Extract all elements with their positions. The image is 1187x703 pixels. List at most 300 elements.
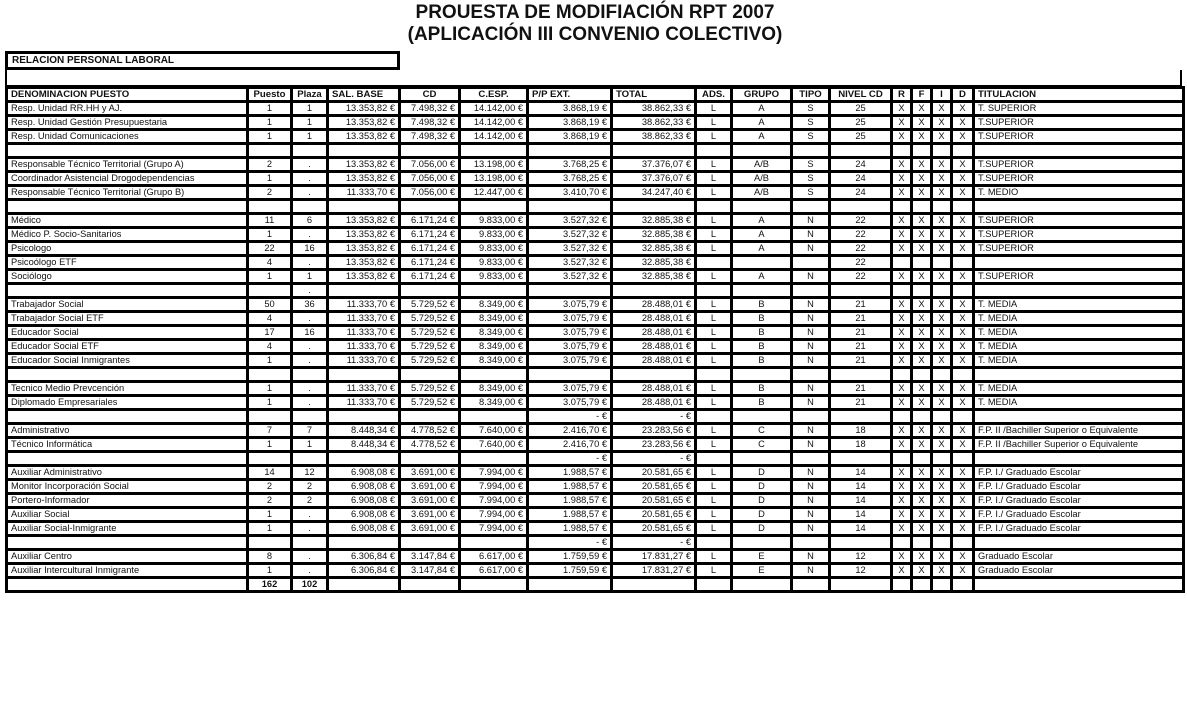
cell-i: X (932, 508, 952, 522)
cell-r: X (892, 186, 912, 200)
cell-sal-base: 11.333,70 € (328, 298, 400, 312)
cell-f (912, 256, 932, 270)
table-row (7, 466, 1184, 480)
cell-pp-ext: - € (528, 536, 612, 550)
cell-cd: 3.691,00 € (400, 480, 460, 494)
cell-puesto: 22 (248, 242, 292, 256)
cell-ads (696, 368, 732, 382)
cell-pp-ext: 3.075,79 € (528, 312, 612, 326)
cell-r: X (892, 116, 912, 130)
cell-f: X (912, 298, 932, 312)
cell-puesto: 50 (248, 298, 292, 312)
cell-puesto: 17 (248, 326, 292, 340)
cell-nivel-cd: 22 (830, 214, 892, 228)
cell-nivel-cd: 14 (830, 522, 892, 536)
cell-grupo: D (732, 508, 792, 522)
cell-nivel-cd: 18 (830, 424, 892, 438)
cell-tipo: N (792, 326, 830, 340)
table-row (7, 550, 1184, 564)
cell-d (952, 144, 974, 158)
cell-titulacion (974, 256, 1184, 270)
cell-i: X (932, 494, 952, 508)
cell-pp-ext (528, 578, 612, 592)
cell-denominacion (7, 200, 248, 214)
cell-f: X (912, 242, 932, 256)
cell-ads: L (696, 214, 732, 228)
cell-i: X (932, 102, 952, 116)
cell-c-esp: 8.349,00 € (460, 340, 528, 354)
cell-plaza: 1 (292, 130, 328, 144)
cell-total (612, 368, 696, 382)
cell-ads: L (696, 508, 732, 522)
cell-c-esp: 8.349,00 € (460, 312, 528, 326)
cell-sal-base: 6.306,84 € (328, 564, 400, 578)
cell-tipo: N (792, 270, 830, 284)
cell-grupo (732, 368, 792, 382)
cell-cd: 3.691,00 € (400, 466, 460, 480)
cell-grupo (732, 536, 792, 550)
cell-sal-base: 13.353,82 € (328, 228, 400, 242)
cell-c-esp: 7.994,00 € (460, 480, 528, 494)
cell-c-esp: 13.198,00 € (460, 158, 528, 172)
cell-r: X (892, 130, 912, 144)
cell-nivel-cd: NIVEL CD (830, 88, 892, 102)
table-row (7, 480, 1184, 494)
cell-nivel-cd: 22 (830, 270, 892, 284)
cell-denominacion (7, 368, 248, 382)
cell-denominacion: Auxiliar Social-Inmigrante (7, 522, 248, 536)
cell-total: 23.283,56 € (612, 424, 696, 438)
cell-plaza: . (292, 508, 328, 522)
cell-grupo: A (732, 242, 792, 256)
cell-d (952, 200, 974, 214)
cell-plaza: 2 (292, 494, 328, 508)
cell-cd: 5.729,52 € (400, 312, 460, 326)
cell-titulacion: T. MEDIA (974, 298, 1184, 312)
cell-plaza: . (292, 382, 328, 396)
cell-titulacion: T.SUPERIOR (974, 116, 1184, 130)
cell-i (932, 410, 952, 424)
cell-d: X (952, 326, 974, 340)
cell-d: X (952, 396, 974, 410)
cell-tipo (792, 256, 830, 270)
cell-sal-base: 13.353,82 € (328, 102, 400, 116)
cell-tipo: N (792, 242, 830, 256)
cell-nivel-cd: 25 (830, 116, 892, 130)
title-line-1: PROUESTA DE MODIFIACIÓN RPT 2007 (415, 2, 775, 23)
cell-plaza: 16 (292, 326, 328, 340)
cell-ads: L (696, 522, 732, 536)
cell-denominacion: Médico (7, 214, 248, 228)
table-row (7, 130, 1184, 144)
cell-total: 28.488,01 € (612, 312, 696, 326)
cell-f (912, 144, 932, 158)
cell-sal-base: 11.333,70 € (328, 326, 400, 340)
cell-c-esp: 8.349,00 € (460, 396, 528, 410)
cell-i (932, 452, 952, 466)
cell-nivel-cd: 14 (830, 494, 892, 508)
table-row (7, 452, 1184, 466)
cell-puesto (248, 284, 292, 298)
cell-f (912, 410, 932, 424)
cell-denominacion: Psicologo (7, 242, 248, 256)
cell-plaza: . (292, 340, 328, 354)
cell-pp-ext: 1.759,59 € (528, 564, 612, 578)
cell-titulacion: Graduado Escolar (974, 550, 1184, 564)
cell-c-esp (460, 578, 528, 592)
personnel-table (5, 86, 1185, 593)
cell-plaza: 1 (292, 102, 328, 116)
cell-total: 23.283,56 € (612, 438, 696, 452)
cell-cd: 5.729,52 € (400, 396, 460, 410)
cell-sal-base: SAL. BASE (328, 88, 400, 102)
cell-total: 28.488,01 € (612, 298, 696, 312)
cell-titulacion (974, 452, 1184, 466)
cell-ads: L (696, 228, 732, 242)
cell-nivel-cd (830, 200, 892, 214)
cell-f: X (912, 522, 932, 536)
cell-sal-base (328, 200, 400, 214)
cell-total: 28.488,01 € (612, 340, 696, 354)
cell-f: X (912, 102, 932, 116)
cell-i: X (932, 312, 952, 326)
cell-plaza: . (292, 172, 328, 186)
cell-titulacion: T.SUPERIOR (974, 270, 1184, 284)
cell-denominacion (7, 578, 248, 592)
cell-sal-base: 11.333,70 € (328, 382, 400, 396)
cell-ads (696, 452, 732, 466)
cell-d: X (952, 424, 974, 438)
cell-cd: 6.171,24 € (400, 214, 460, 228)
cell-grupo: E (732, 564, 792, 578)
table-row (7, 102, 1184, 116)
cell-d: X (952, 480, 974, 494)
cell-tipo: S (792, 116, 830, 130)
cell-titulacion: F.P. II /Bachiller Superior o Equivalente (974, 424, 1184, 438)
cell-cd: 3.147,84 € (400, 550, 460, 564)
cell-titulacion: T. MEDIA (974, 354, 1184, 368)
cell-d: X (952, 466, 974, 480)
cell-puesto: 2 (248, 158, 292, 172)
cell-c-esp (460, 368, 528, 382)
cell-sal-base: 13.353,82 € (328, 214, 400, 228)
cell-puesto: 8 (248, 550, 292, 564)
cell-nivel-cd: 14 (830, 480, 892, 494)
cell-cd: 7.498,32 € (400, 102, 460, 116)
cell-d: X (952, 508, 974, 522)
cell-titulacion: T.SUPERIOR (974, 158, 1184, 172)
cell-i (932, 536, 952, 550)
cell-grupo (732, 256, 792, 270)
cell-plaza: 7 (292, 424, 328, 438)
cell-c-esp: 7.994,00 € (460, 508, 528, 522)
cell-titulacion (974, 536, 1184, 550)
cell-cd: 6.171,24 € (400, 256, 460, 270)
cell-c-esp: 8.349,00 € (460, 382, 528, 396)
cell-i: X (932, 130, 952, 144)
totals-row (7, 578, 1184, 592)
cell-cd (400, 452, 460, 466)
header-row (7, 88, 1184, 102)
cell-i (932, 256, 952, 270)
table-row (7, 256, 1184, 270)
cell-sal-base: 6.908,08 € (328, 522, 400, 536)
cell-f (912, 368, 932, 382)
cell-tipo: N (792, 508, 830, 522)
cell-tipo: N (792, 396, 830, 410)
cell-plaza: . (292, 256, 328, 270)
cell-i: I (932, 88, 952, 102)
cell-pp-ext (528, 368, 612, 382)
cell-total: 17.831,27 € (612, 550, 696, 564)
cell-pp-ext: 3.527,32 € (528, 214, 612, 228)
cell-sal-base (328, 578, 400, 592)
cell-sal-base: 11.333,70 € (328, 312, 400, 326)
cell-total: 32.885,38 € (612, 270, 696, 284)
cell-titulacion: T.SUPERIOR (974, 228, 1184, 242)
cell-nivel-cd: 21 (830, 396, 892, 410)
cell-nivel-cd: 21 (830, 340, 892, 354)
cell-tipo (792, 536, 830, 550)
cell-cd: 7.498,32 € (400, 116, 460, 130)
cell-sal-base: 6.908,08 € (328, 480, 400, 494)
cell-grupo: C (732, 424, 792, 438)
cell-plaza: 102 (292, 578, 328, 592)
cell-nivel-cd: 12 (830, 550, 892, 564)
cell-nivel-cd (830, 410, 892, 424)
cell-cd: CD (400, 88, 460, 102)
cell-d (952, 368, 974, 382)
cell-titulacion: T. MEDIA (974, 312, 1184, 326)
cell-pp-ext (528, 200, 612, 214)
cell-cd: 5.729,52 € (400, 354, 460, 368)
cell-r: X (892, 480, 912, 494)
cell-nivel-cd: 21 (830, 326, 892, 340)
cell-puesto: 1 (248, 228, 292, 242)
cell-d (952, 284, 974, 298)
cell-d: X (952, 130, 974, 144)
cell-grupo: A (732, 102, 792, 116)
cell-total (612, 200, 696, 214)
cell-grupo: A (732, 214, 792, 228)
cell-plaza: 1 (292, 438, 328, 452)
cell-pp-ext: 1.988,57 € (528, 480, 612, 494)
cell-d: X (952, 438, 974, 452)
cell-cd: 4.778,52 € (400, 424, 460, 438)
cell-plaza: . (292, 396, 328, 410)
cell-c-esp: 9.833,00 € (460, 242, 528, 256)
cell-d (952, 410, 974, 424)
cell-titulacion (974, 200, 1184, 214)
cell-tipo: N (792, 312, 830, 326)
cell-f: X (912, 214, 932, 228)
cell-ads: L (696, 186, 732, 200)
cell-pp-ext: 3.527,32 € (528, 242, 612, 256)
cell-grupo: D (732, 466, 792, 480)
cell-c-esp: 14.142,00 € (460, 130, 528, 144)
cell-tipo: N (792, 466, 830, 480)
cell-r: X (892, 158, 912, 172)
cell-d: X (952, 270, 974, 284)
cell-r (892, 410, 912, 424)
cell-c-esp (460, 284, 528, 298)
cell-ads: L (696, 550, 732, 564)
cell-nivel-cd: 12 (830, 564, 892, 578)
cell-sal-base: 11.333,70 € (328, 354, 400, 368)
cell-d (952, 256, 974, 270)
cell-grupo (732, 200, 792, 214)
table-row (7, 298, 1184, 312)
cell-denominacion: Administrativo (7, 424, 248, 438)
cell-d: X (952, 186, 974, 200)
cell-f: X (912, 270, 932, 284)
table-row (7, 564, 1184, 578)
cell-puesto: 162 (248, 578, 292, 592)
cell-tipo: S (792, 158, 830, 172)
cell-tipo: N (792, 438, 830, 452)
cell-total: 32.885,38 € (612, 228, 696, 242)
cell-d: X (952, 522, 974, 536)
cell-f: X (912, 564, 932, 578)
cell-f (912, 284, 932, 298)
cell-denominacion: Responsable Técnico Territorial (Grupo B) (7, 186, 248, 200)
cell-puesto: 2 (248, 480, 292, 494)
cell-tipo: N (792, 424, 830, 438)
cell-d: X (952, 116, 974, 130)
table-row (7, 522, 1184, 536)
cell-r (892, 144, 912, 158)
cell-grupo (732, 410, 792, 424)
cell-grupo (732, 578, 792, 592)
cell-denominacion: Portero-Informador (7, 494, 248, 508)
cell-cd: 6.171,24 € (400, 228, 460, 242)
cell-plaza: 1 (292, 116, 328, 130)
cell-total: 34.247,40 € (612, 186, 696, 200)
cell-r: X (892, 396, 912, 410)
cell-nivel-cd (830, 452, 892, 466)
cell-sal-base: 6.908,08 € (328, 494, 400, 508)
cell-c-esp: 8.349,00 € (460, 354, 528, 368)
cell-d: X (952, 382, 974, 396)
cell-d: X (952, 172, 974, 186)
cell-grupo: D (732, 522, 792, 536)
cell-sal-base: 13.353,82 € (328, 270, 400, 284)
cell-grupo: A (732, 116, 792, 130)
cell-f: X (912, 326, 932, 340)
cell-sal-base: 13.353,82 € (328, 172, 400, 186)
cell-grupo: A/B (732, 172, 792, 186)
cell-pp-ext: 2.416,70 € (528, 438, 612, 452)
table-row (7, 270, 1184, 284)
cell-i: X (932, 116, 952, 130)
cell-titulacion: F.P. I./ Graduado Escolar (974, 522, 1184, 536)
cell-cd: 7.056,00 € (400, 172, 460, 186)
cell-i: X (932, 396, 952, 410)
cell-titulacion: Graduado Escolar (974, 564, 1184, 578)
cell-pp-ext: 3.527,32 € (528, 256, 612, 270)
cell-f: X (912, 340, 932, 354)
table-row (7, 410, 1184, 424)
table-row (7, 382, 1184, 396)
cell-cd: 7.056,00 € (400, 186, 460, 200)
cell-d (952, 536, 974, 550)
cell-pp-ext: 1.988,57 € (528, 466, 612, 480)
cell-denominacion: Educador Social (7, 326, 248, 340)
cell-total: 38.862,33 € (612, 130, 696, 144)
cell-cd: 3.691,00 € (400, 508, 460, 522)
cell-puesto (248, 368, 292, 382)
cell-r (892, 536, 912, 550)
cell-nivel-cd (830, 536, 892, 550)
cell-total: 28.488,01 € (612, 382, 696, 396)
cell-cd: 6.171,24 € (400, 270, 460, 284)
cell-grupo: B (732, 354, 792, 368)
cell-nivel-cd: 21 (830, 354, 892, 368)
cell-nivel-cd: 21 (830, 382, 892, 396)
cell-total: 32.885,38 € (612, 256, 696, 270)
cell-titulacion: T. MEDIA (974, 326, 1184, 340)
cell-pp-ext: 3.868,19 € (528, 116, 612, 130)
cell-pp-ext: 3.410,70 € (528, 186, 612, 200)
cell-denominacion: Auxiliar Centro (7, 550, 248, 564)
cell-f (912, 578, 932, 592)
cell-titulacion: T.SUPERIOR (974, 214, 1184, 228)
cell-sal-base (328, 536, 400, 550)
cell-plaza: . (292, 228, 328, 242)
cell-ads: L (696, 396, 732, 410)
cell-plaza: . (292, 354, 328, 368)
cell-cd: 4.778,52 € (400, 438, 460, 452)
cell-total (612, 284, 696, 298)
cell-tipo: S (792, 102, 830, 116)
cell-pp-ext: 3.075,79 € (528, 326, 612, 340)
cell-total: 28.488,01 € (612, 326, 696, 340)
table-row (7, 494, 1184, 508)
cell-total: 37.376,07 € (612, 158, 696, 172)
cell-puesto (248, 200, 292, 214)
cell-c-esp: 7.994,00 € (460, 494, 528, 508)
cell-cd: 3.691,00 € (400, 494, 460, 508)
cell-pp-ext: 3.768,25 € (528, 158, 612, 172)
cell-i: X (932, 242, 952, 256)
cell-denominacion: Resp. Unidad RR.HH y AJ. (7, 102, 248, 116)
cell-ads: L (696, 158, 732, 172)
cell-nivel-cd: 24 (830, 172, 892, 186)
cell-puesto: 1 (248, 564, 292, 578)
cell-nivel-cd: 21 (830, 312, 892, 326)
cell-total: 37.376,07 € (612, 172, 696, 186)
cell-plaza (292, 536, 328, 550)
cell-cd (400, 144, 460, 158)
cell-grupo: A (732, 130, 792, 144)
cell-i: X (932, 466, 952, 480)
cell-puesto: 2 (248, 494, 292, 508)
cell-cd (400, 284, 460, 298)
cell-pp-ext (528, 144, 612, 158)
cell-total: 38.862,33 € (612, 102, 696, 116)
cell-i: X (932, 438, 952, 452)
cell-r: X (892, 242, 912, 256)
cell-puesto: 1 (248, 270, 292, 284)
cell-i (932, 200, 952, 214)
cell-pp-ext: 3.527,32 € (528, 228, 612, 242)
table-row (7, 326, 1184, 340)
cell-pp-ext: 1.988,57 € (528, 522, 612, 536)
cell-sal-base: 8.448,34 € (328, 438, 400, 452)
cell-nivel-cd: 25 (830, 102, 892, 116)
cell-grupo: B (732, 298, 792, 312)
cell-cd (400, 536, 460, 550)
